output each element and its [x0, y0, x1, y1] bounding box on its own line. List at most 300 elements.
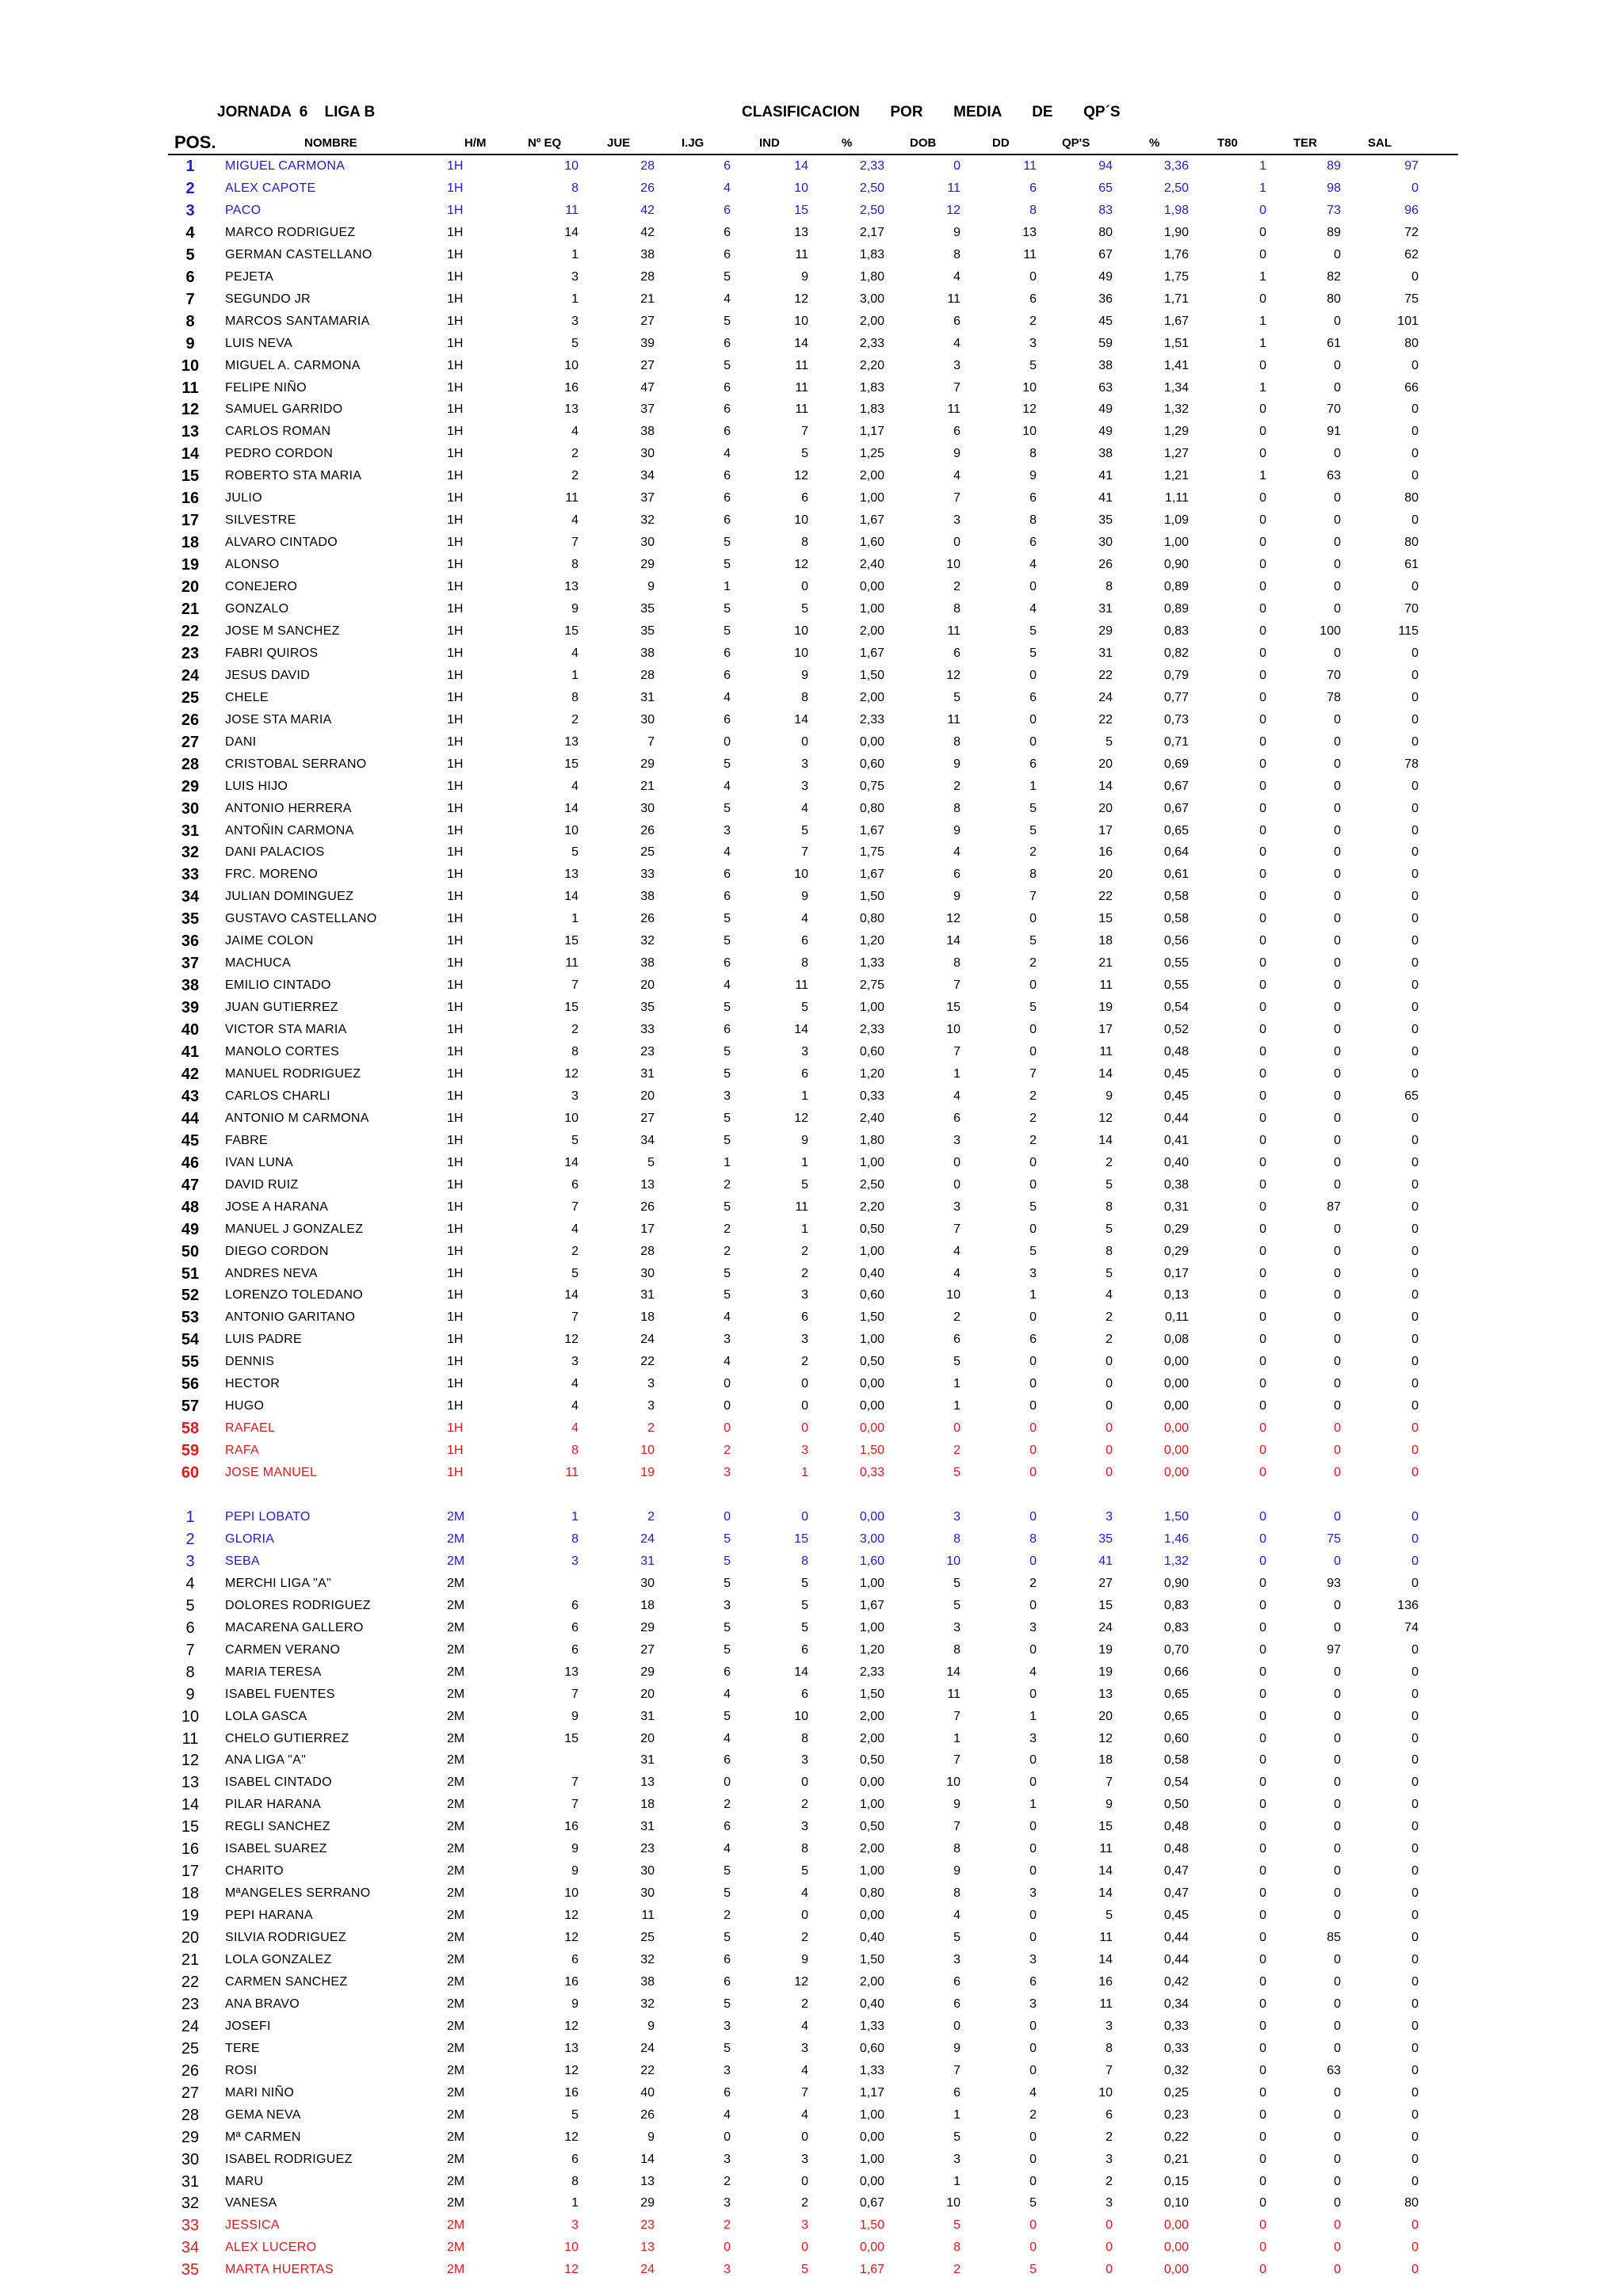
cell-dd: 6 [1029, 181, 1037, 195]
cell-qps: 15 [1098, 1598, 1113, 1612]
cell-dd: 0 [1029, 734, 1037, 749]
cell-eq: 10 [564, 1886, 579, 1901]
cell-dd: 0 [1029, 1510, 1037, 1524]
cell-name: MARCOS SANTAMARIA [225, 314, 370, 328]
cell-pos: 12 [181, 1752, 200, 1770]
cell-dd: 3 [1029, 1997, 1037, 2011]
table-row [0, 2126, 1623, 2149]
cell-qps: 3 [1106, 1510, 1113, 1524]
cell-hm: 1H [447, 1222, 464, 1236]
cell-qps: 30 [1098, 536, 1113, 550]
cell-ind: 2 [801, 1931, 808, 1945]
cell-pos: 51 [181, 1264, 200, 1283]
cell-pos: 11 [181, 1730, 199, 1748]
cell-name: MACHUCA [225, 956, 291, 971]
table-row [0, 2082, 1623, 2104]
cell-name: JOSEFI [225, 2019, 271, 2033]
cell-pct: 2,50 [859, 181, 884, 195]
cell-sal: 0 [1411, 1665, 1419, 1679]
cell-dd: 2 [1029, 314, 1037, 328]
cell-hm: 1H [447, 712, 464, 727]
cell-dob: 7 [953, 1222, 960, 1236]
cell-ind: 8 [801, 1731, 808, 1745]
cell-qps: 41 [1098, 491, 1113, 505]
cell-pct: 1,20 [859, 1066, 884, 1081]
table-row [0, 620, 1623, 643]
cell-hm: 1H [447, 1421, 464, 1436]
cell-hm: 2M [447, 2019, 465, 2033]
cell-hm: 1H [447, 1444, 464, 1458]
cell-qps: 22 [1098, 712, 1113, 727]
cell-ind: 7 [801, 845, 808, 860]
cell-dd: 5 [1029, 624, 1037, 638]
cell-ter: 0 [1334, 2263, 1341, 2277]
cell-ind: 12 [794, 292, 808, 306]
cell-t80: 0 [1259, 1023, 1266, 1037]
cell-name: GLORIA [225, 1531, 275, 1546]
cell-pos: 43 [181, 1087, 200, 1105]
cell-eq: 1 [571, 2196, 579, 2210]
cell-pct: 0,50 [859, 1753, 884, 1768]
cell-ter: 0 [1334, 1023, 1341, 1037]
cell-dob: 3 [953, 1199, 960, 1214]
cell-eq: 3 [571, 314, 579, 328]
cell-ter: 0 [1334, 712, 1341, 727]
table-row [0, 1617, 1623, 1639]
cell-eq: 16 [564, 1974, 579, 1989]
cell-t80: 0 [1259, 1687, 1266, 1701]
cell-dob: 10 [946, 1775, 960, 1790]
cell-name: JOSE STA MARIA [225, 712, 332, 727]
cell-sal: 0 [1411, 934, 1419, 948]
cell-dd: 2 [1029, 845, 1037, 860]
cell-pct: 1,80 [859, 1133, 884, 1147]
cell-pct2: 0,00 [1163, 1466, 1189, 1480]
cell-ter: 0 [1334, 491, 1341, 505]
cell-t80: 0 [1259, 513, 1266, 528]
cell-dob: 11 [947, 624, 960, 638]
cell-pos: 16 [181, 1840, 200, 1859]
cell-ter: 0 [1334, 1089, 1341, 1103]
cell-ter: 85 [1327, 1931, 1341, 1945]
cell-pct2: 0,54 [1163, 1001, 1189, 1015]
table-row [0, 1019, 1623, 1041]
cell-pct: 0,00 [859, 2130, 884, 2144]
table-row [0, 841, 1623, 864]
cell-pos: 1 [185, 158, 195, 175]
cell-ijg: 6 [724, 1953, 731, 1966]
cell-ijg: 6 [724, 513, 731, 528]
cell-pos: 6 [185, 1619, 195, 1637]
cell-hm: 1H [447, 868, 464, 882]
cell-hm: 2M [447, 1731, 465, 1745]
cell-pct: 2,00 [859, 314, 884, 328]
cell-jue: 26 [640, 1199, 655, 1214]
cell-pct2: 1,41 [1163, 358, 1189, 372]
header-hm: H/M [464, 136, 487, 150]
cell-pos: 1 [185, 1508, 195, 1526]
cell-ind: 0 [801, 2130, 808, 2144]
cell-pos: 45 [181, 1131, 200, 1150]
header-qps: QP'S [1062, 136, 1090, 150]
table-row [0, 576, 1623, 598]
cell-ijg: 5 [724, 912, 731, 926]
cell-jue: 17 [640, 1222, 655, 1236]
cell-ter: 0 [1334, 558, 1341, 572]
cell-t80: 0 [1259, 1288, 1266, 1302]
cell-eq: 4 [571, 513, 579, 528]
cell-qps: 35 [1098, 1531, 1113, 1546]
cell-sal: 0 [1411, 1421, 1419, 1436]
cell-t80: 1 [1259, 159, 1266, 173]
cell-pos: 10 [181, 357, 200, 375]
cell-t80: 0 [1259, 1731, 1266, 1745]
cell-pct: 2,00 [859, 1842, 884, 1856]
cell-sal: 0 [1411, 1155, 1419, 1169]
cell-name: MARU [225, 2174, 264, 2188]
cell-ter: 0 [1334, 1222, 1341, 1236]
cell-pct2: 0,50 [1163, 1798, 1189, 1812]
cell-dob: 6 [953, 314, 960, 328]
cell-qps: 8 [1106, 1199, 1113, 1214]
cell-eq: 11 [565, 203, 579, 217]
cell-qps: 0 [1106, 2241, 1113, 2255]
cell-ind: 8 [801, 1842, 808, 1856]
cell-eq: 8 [571, 690, 579, 704]
cell-ind: 3 [801, 1753, 808, 1768]
cell-qps: 49 [1098, 269, 1113, 284]
cell-sal: 70 [1404, 602, 1419, 616]
cell-sal: 0 [1411, 646, 1419, 660]
cell-dd: 1 [1029, 1288, 1037, 1302]
cell-dob: 10 [946, 558, 960, 572]
cell-eq: 3 [571, 1355, 579, 1369]
header-sal: SAL [1368, 136, 1392, 150]
cell-hm: 1H [447, 602, 464, 616]
cell-ijg: 3 [724, 2263, 731, 2277]
table-row [0, 532, 1623, 554]
cell-dob: 5 [953, 1598, 960, 1612]
cell-name: MIGUEL A. CARMONA [225, 358, 361, 372]
cell-name: PEJETA [225, 269, 274, 284]
cell-sal: 96 [1404, 203, 1419, 217]
cell-hm: 1H [447, 358, 464, 372]
cell-name: CHELE [225, 690, 269, 704]
cell-eq: 15 [564, 934, 579, 948]
cell-eq: 13 [564, 868, 579, 882]
cell-ter: 0 [1334, 1775, 1341, 1790]
cell-ijg: 6 [724, 1820, 731, 1834]
cell-t80: 0 [1259, 1820, 1266, 1834]
cell-pct2: 0,58 [1163, 1753, 1189, 1768]
cell-ijg: 6 [724, 868, 731, 882]
cell-hm: 1H [447, 1111, 464, 1125]
cell-ijg: 4 [724, 978, 731, 993]
cell-pos: 50 [181, 1242, 200, 1261]
cell-ijg: 5 [724, 1554, 731, 1568]
cell-pos: 24 [181, 2017, 200, 2035]
cell-ter: 89 [1327, 225, 1341, 239]
cell-sal: 0 [1411, 1023, 1419, 1037]
cell-ter: 0 [1334, 1598, 1341, 1612]
cell-qps: 0 [1106, 2218, 1113, 2233]
cell-qps: 5 [1106, 1266, 1113, 1280]
cell-sal: 0 [1411, 779, 1419, 793]
cell-hm: 1H [447, 801, 464, 815]
cell-ind: 0 [801, 1421, 808, 1436]
cell-pct2: 0,15 [1163, 2174, 1189, 2188]
cell-dob: 3 [953, 513, 960, 528]
cell-pct2: 0,11 [1165, 1310, 1189, 1325]
cell-pct: 1,33 [859, 2019, 884, 2033]
cell-ter: 0 [1334, 2019, 1341, 2033]
cell-ind: 12 [794, 1974, 808, 1989]
cell-eq: 15 [564, 1001, 579, 1015]
cell-ind: 1 [801, 1222, 808, 1236]
cell-jue: 29 [640, 757, 655, 771]
cell-t80: 0 [1259, 2085, 1266, 2100]
cell-pos: 34 [181, 888, 200, 906]
cell-ind: 2 [801, 1997, 808, 2011]
cell-dob: 7 [953, 491, 960, 505]
cell-pos: 8 [185, 312, 195, 330]
cell-ind: 3 [801, 1820, 808, 1834]
cell-pos: 15 [181, 467, 200, 486]
cell-pct2: 0,00 [1163, 1421, 1189, 1436]
cell-jue: 18 [640, 1598, 655, 1612]
cell-qps: 16 [1098, 845, 1113, 860]
cell-pct2: 0,42 [1163, 1974, 1189, 1989]
cell-eq: 7 [571, 1310, 579, 1325]
cell-pos: 49 [181, 1220, 200, 1238]
cell-ter: 0 [1334, 1001, 1341, 1015]
cell-qps: 0 [1106, 1466, 1113, 1480]
cell-pct: 1,50 [859, 668, 884, 682]
cell-name: EMILIO CINTADO [225, 978, 331, 993]
table-row [0, 709, 1623, 731]
cell-qps: 49 [1098, 402, 1113, 417]
cell-dd: 5 [1029, 2263, 1037, 2277]
table-row [0, 1838, 1623, 1860]
cell-pct2: 1,98 [1163, 203, 1189, 217]
cell-name: JULIO [225, 491, 262, 505]
cell-jue: 31 [640, 1709, 655, 1723]
cell-t80: 0 [1259, 734, 1266, 749]
cell-ter: 0 [1334, 2041, 1341, 2055]
cell-sal: 0 [1411, 1066, 1419, 1081]
cell-eq: 8 [571, 2174, 579, 2188]
cell-pos: 23 [181, 1995, 200, 2013]
cell-sal: 78 [1404, 757, 1419, 771]
cell-hm: 1H [447, 513, 464, 528]
cell-ter: 0 [1334, 1266, 1341, 1280]
page-title: JORNADA 6 LIGA B [217, 104, 376, 120]
table-row [0, 1905, 1623, 1927]
cell-ijg: 5 [724, 1864, 731, 1878]
header-ter: TER [1293, 136, 1317, 150]
cell-ter: 82 [1327, 269, 1341, 284]
cell-eq: 6 [571, 1177, 579, 1192]
cell-t80: 0 [1259, 690, 1266, 704]
cell-dd: 6 [1029, 1974, 1037, 1989]
cell-dob: 7 [953, 978, 960, 993]
table-row [0, 1284, 1623, 1306]
cell-hm: 2M [447, 2263, 465, 2277]
cell-jue: 19 [640, 1466, 655, 1480]
cell-qps: 19 [1098, 1665, 1113, 1679]
cell-dd: 0 [1029, 269, 1037, 284]
cell-pct: 3,00 [859, 292, 884, 306]
cell-sal: 0 [1411, 580, 1419, 594]
cell-ijg: 4 [724, 1731, 731, 1745]
cell-dd: 4 [1029, 2085, 1037, 2100]
cell-dd: 5 [1029, 801, 1037, 815]
cell-ijg: 6 [724, 425, 731, 439]
table-row [0, 1772, 1623, 1794]
cell-qps: 5 [1106, 734, 1113, 749]
header-jue: JUE [607, 136, 631, 150]
cell-eq: 14 [564, 1288, 579, 1302]
cell-ind: 8 [801, 690, 808, 704]
cell-pct: 1,00 [859, 1001, 884, 1015]
cell-sal: 0 [1411, 1687, 1419, 1701]
cell-qps: 26 [1098, 558, 1113, 572]
cell-pct2: 0,25 [1163, 2085, 1189, 2100]
cell-pct: 1,17 [859, 2085, 884, 2100]
cell-qps: 22 [1098, 668, 1113, 682]
cell-jue: 23 [640, 1842, 655, 1856]
cell-dob: 10 [946, 1554, 960, 1568]
cell-hm: 1H [447, 1199, 464, 1214]
cell-t80: 0 [1259, 1709, 1266, 1723]
cell-pos: 2 [185, 179, 195, 197]
cell-name: ROBERTO STA MARIA [225, 469, 362, 483]
cell-t80: 0 [1259, 1155, 1266, 1169]
cell-jue: 30 [640, 712, 655, 727]
cell-dob: 6 [953, 2085, 960, 2100]
cell-dd: 2 [1029, 1111, 1037, 1125]
cell-name: VICTOR STA MARIA [225, 1023, 347, 1037]
cell-hm: 1H [447, 779, 464, 793]
cell-ter: 0 [1334, 1244, 1341, 1258]
cell-pct2: 0,00 [1163, 1355, 1189, 1369]
cell-t80: 0 [1259, 1045, 1266, 1058]
cell-sal: 0 [1411, 1709, 1419, 1723]
cell-dd: 6 [1029, 757, 1037, 771]
cell-hm: 2M [447, 1997, 465, 2011]
table-row [0, 2060, 1623, 2082]
cell-ind: 6 [801, 491, 808, 505]
cell-ind: 5 [801, 602, 808, 616]
table-row [0, 399, 1623, 421]
cell-dob: 0 [953, 159, 960, 173]
cell-eq: 2 [571, 1244, 579, 1258]
cell-dd: 0 [1029, 1466, 1037, 1480]
cell-ind: 4 [801, 2107, 808, 2122]
cell-pos: 34 [181, 2239, 200, 2257]
cell-ter: 0 [1334, 1953, 1341, 1966]
cell-hm: 2M [447, 1798, 465, 1812]
table-row [0, 1351, 1623, 1373]
cell-ter: 0 [1334, 1466, 1341, 1480]
cell-dob: 4 [953, 469, 960, 483]
cell-t80: 0 [1259, 2174, 1266, 2188]
cell-ind: 7 [801, 425, 808, 439]
cell-name: PACO [225, 203, 262, 217]
cell-eq: 16 [564, 2085, 579, 2100]
cell-pct2: 0,65 [1163, 823, 1189, 837]
cell-eq: 13 [564, 402, 579, 417]
cell-ter: 0 [1334, 1665, 1341, 1679]
cell-pct: 2,75 [859, 978, 884, 993]
cell-sal: 0 [1411, 402, 1419, 417]
cell-pct: 2,20 [859, 358, 884, 372]
cell-dd: 6 [1029, 292, 1037, 306]
cell-name: MARTA HUERTAS [225, 2263, 334, 2277]
cell-name: ISABEL SUAREZ [225, 1842, 327, 1856]
cell-hm: 2M [447, 1687, 465, 1701]
cell-dob: 8 [953, 1642, 960, 1657]
cell-eq: 2 [571, 1023, 579, 1037]
cell-hm: 2M [447, 2063, 465, 2077]
cell-eq: 14 [564, 225, 579, 239]
cell-pct2: 1,34 [1163, 380, 1189, 395]
cell-pct2: 0,65 [1163, 1709, 1189, 1723]
cell-jue: 38 [640, 890, 655, 904]
cell-jue: 28 [640, 668, 655, 682]
cell-name: CARMEN SANCHEZ [225, 1974, 348, 1989]
cell-t80: 0 [1259, 1333, 1266, 1347]
cell-qps: 38 [1098, 358, 1113, 372]
cell-ijg: 0 [724, 1510, 731, 1524]
cell-hm: 2M [447, 1642, 465, 1657]
cell-pct2: 0,00 [1163, 1444, 1189, 1458]
cell-ijg: 5 [724, 358, 731, 372]
cell-hm: 2M [447, 2218, 465, 2233]
cell-hm: 1H [447, 624, 464, 638]
cell-t80: 0 [1259, 624, 1266, 638]
cell-pct: 1,60 [859, 536, 884, 550]
cell-name: IVAN LUNA [225, 1155, 293, 1169]
cell-eq: 6 [571, 1598, 579, 1612]
cell-pos: 9 [185, 1685, 195, 1703]
cell-ijg: 5 [724, 1199, 731, 1214]
cell-t80: 0 [1259, 1133, 1266, 1147]
cell-name: GEMA NEVA [225, 2107, 301, 2122]
cell-hm: 2M [447, 2107, 465, 2122]
cell-jue: 27 [640, 1642, 655, 1657]
cell-sal: 65 [1404, 1089, 1419, 1103]
cell-ind: 3 [801, 1444, 808, 1458]
cell-eq: 8 [571, 558, 579, 572]
cell-dob: 3 [953, 2152, 960, 2166]
table-row [0, 266, 1623, 288]
cell-pct2: 0,44 [1163, 1953, 1189, 1966]
cell-name: MACARENA GALLERO [225, 1620, 364, 1634]
cell-dd: 10 [1022, 380, 1037, 395]
cell-jue: 29 [640, 2196, 655, 2210]
cell-dob: 5 [953, 690, 960, 704]
cell-qps: 18 [1098, 934, 1113, 948]
cell-hm: 1H [447, 336, 464, 350]
cell-ter: 63 [1327, 469, 1341, 483]
cell-eq: 7 [571, 1687, 579, 1701]
cell-qps: 22 [1098, 890, 1113, 904]
cell-qps: 14 [1098, 1953, 1113, 1966]
header-pct2: % [1149, 136, 1160, 150]
cell-ijg: 5 [724, 536, 731, 550]
cell-qps: 12 [1098, 1731, 1113, 1745]
